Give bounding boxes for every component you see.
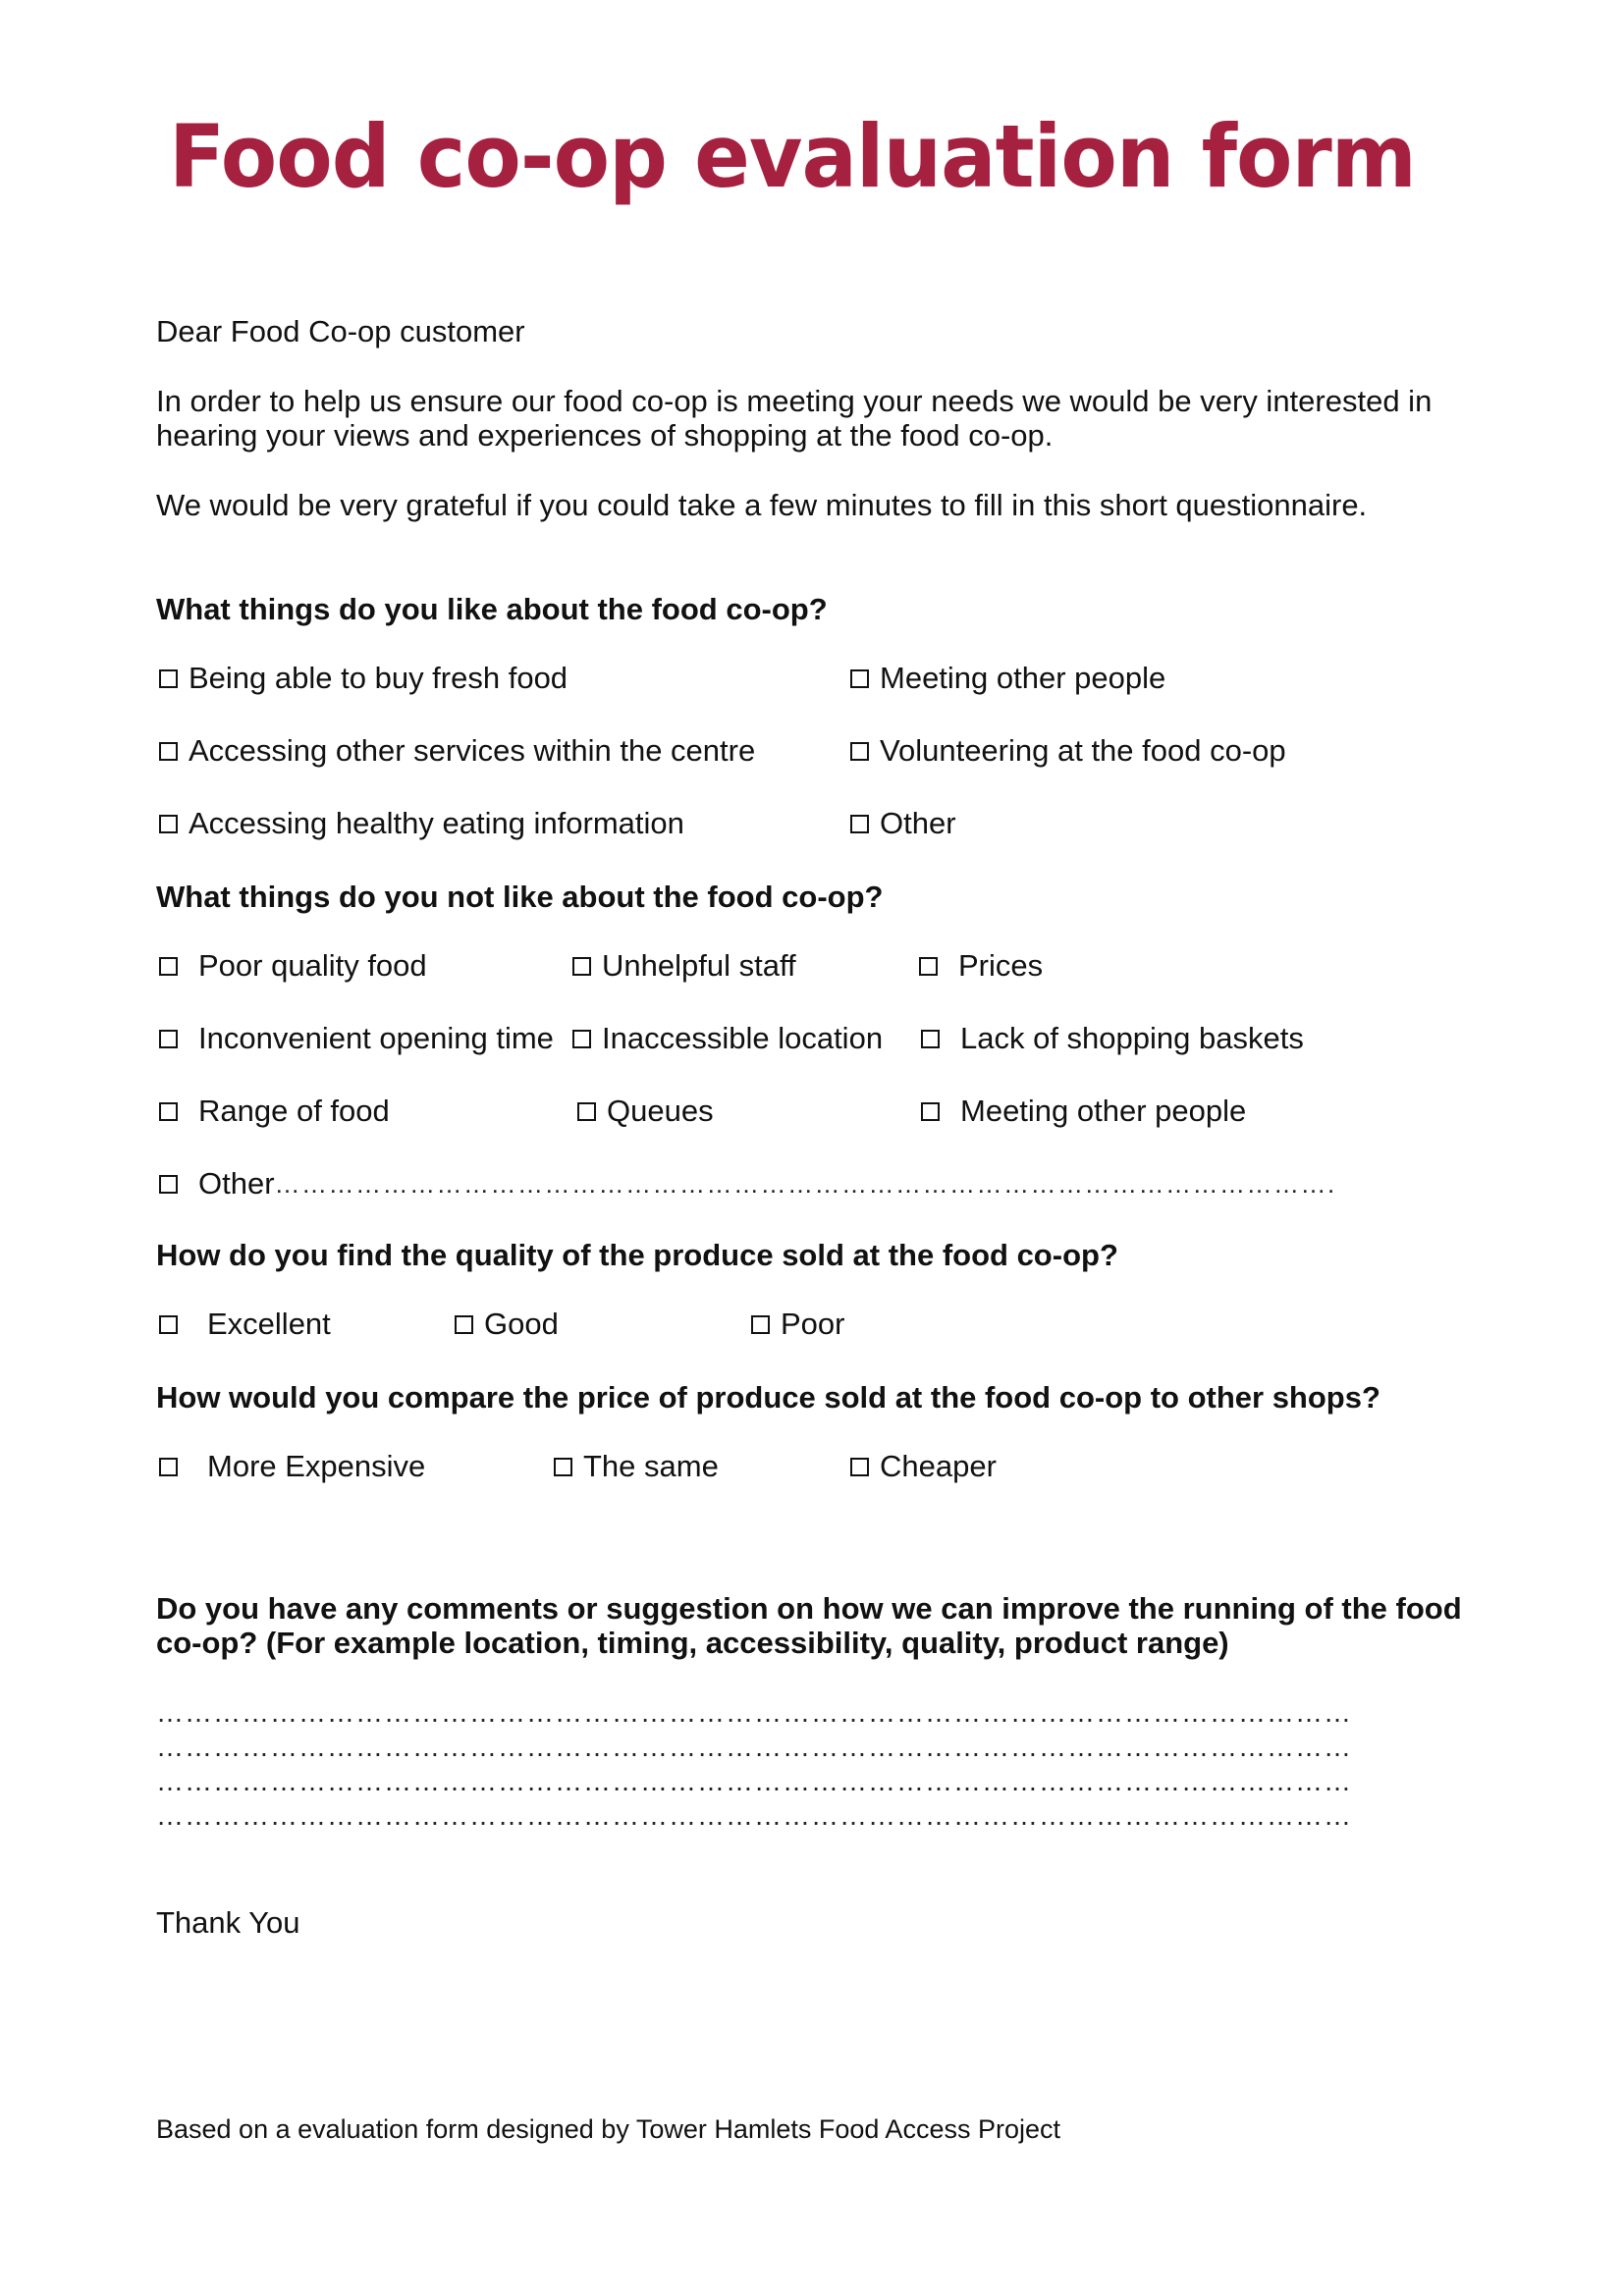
option-poor-quality[interactable] [159, 948, 427, 984]
option-label: Volunteering at the food co-op [880, 733, 1286, 768]
option-unhelpful-staff[interactable] [572, 948, 796, 984]
option-label: Good [484, 1307, 559, 1341]
option-label: Inaccessible location [602, 1021, 884, 1055]
page-title: Food co-op evaluation form [169, 106, 1416, 207]
option-healthy-eating[interactable] [159, 806, 684, 841]
option-range-of-food[interactable] [159, 1094, 390, 1129]
option-label: Lack of shopping baskets [960, 1021, 1304, 1055]
question-dislikes: What things do you not like about the food co-op? [156, 880, 884, 914]
checkbox[interactable] [921, 1030, 940, 1048]
checkbox[interactable] [159, 742, 178, 761]
checkbox[interactable] [159, 669, 178, 688]
option-label: Poor [781, 1307, 845, 1341]
checkbox[interactable] [577, 1102, 596, 1121]
option-fresh-food[interactable] [159, 661, 568, 696]
intro-request: We would be very grateful if you could take a few minutes to fill in this short questionnaire. [156, 488, 1368, 522]
checkbox[interactable] [921, 1102, 940, 1121]
checkbox[interactable] [850, 742, 869, 761]
checkbox[interactable] [919, 957, 938, 976]
option-more-expensive[interactable] [159, 1449, 425, 1484]
option-label: Prices [958, 948, 1044, 983]
option-queues[interactable] [577, 1094, 714, 1129]
checkbox[interactable] [159, 1030, 178, 1048]
checkbox[interactable] [159, 815, 178, 833]
option-other-services[interactable] [159, 733, 755, 769]
option-label: Being able to buy fresh food [189, 661, 568, 695]
option-label: Poor quality food [198, 948, 427, 983]
option-label: Excellent [207, 1307, 331, 1341]
option-meeting-people[interactable] [850, 661, 1165, 696]
closing: Thank You [156, 1905, 300, 1940]
checkbox[interactable] [554, 1458, 572, 1476]
comment-line[interactable]: ……………………………………………………………………………………………………………… [156, 1800, 1352, 1831]
option-label: Unhelpful staff [602, 948, 796, 983]
option-excellent[interactable] [159, 1307, 331, 1342]
other-answer-line[interactable]: ………………………………………………………………………………………………………. [274, 1169, 1336, 1199]
option-label: Cheaper [880, 1449, 997, 1483]
option-volunteering[interactable] [850, 733, 1286, 769]
checkbox[interactable] [572, 957, 591, 976]
option-label: Accessing healthy eating information [189, 806, 684, 840]
option-prices[interactable] [919, 948, 1043, 984]
option-cheaper[interactable] [850, 1449, 997, 1484]
checkbox[interactable] [751, 1315, 770, 1334]
option-other-likes[interactable] [850, 806, 956, 841]
option-the-same[interactable] [554, 1449, 719, 1484]
checkbox[interactable] [159, 1175, 178, 1194]
option-inaccessible-location[interactable] [572, 1021, 883, 1056]
intro-line-2: hearing your views and experiences of shopping at the food co-op. [156, 418, 1054, 453]
option-label: Meeting other people [880, 661, 1166, 695]
intro-line-1: In order to help us ensure our food co-op is meeting your needs we would be very interested in [156, 384, 1433, 418]
question-price: How would you compare the price of produce sold at the food co-op to other shops? [156, 1380, 1380, 1415]
option-shopping-baskets[interactable] [921, 1021, 1304, 1056]
checkbox[interactable] [159, 1102, 178, 1121]
footer-credit: Based on a evaluation form designed by Tower Hamlets Food Access Project [156, 2114, 1060, 2144]
checkbox[interactable] [850, 1458, 869, 1476]
question-comments-line-2: co-op? (For example location, timing, accessibility, quality, product range) [156, 1626, 1229, 1660]
option-label: Range of food [198, 1094, 390, 1128]
option-opening-time[interactable] [159, 1021, 554, 1056]
question-quality: How do you find the quality of the produce sold at the food co-op? [156, 1238, 1118, 1272]
question-likes: What things do you like about the food co-op? [156, 592, 828, 626]
checkbox[interactable] [850, 669, 869, 688]
option-other-dislikes[interactable] [159, 1166, 1406, 1201]
checkbox[interactable] [455, 1315, 473, 1334]
checkbox[interactable] [159, 1315, 178, 1334]
option-good[interactable] [455, 1307, 559, 1342]
comment-line[interactable]: ……………………………………………………………………………………………………………… [156, 1732, 1352, 1762]
option-label: More Expensive [207, 1449, 426, 1483]
checkbox[interactable] [159, 1458, 178, 1476]
checkbox[interactable] [572, 1030, 591, 1048]
option-label: Meeting other people [960, 1094, 1247, 1128]
option-label: Accessing other services within the centre [189, 733, 756, 768]
option-label: Inconvenient opening time [198, 1021, 554, 1055]
checkbox[interactable] [850, 815, 869, 833]
option-label: Other [198, 1166, 275, 1201]
option-label: Other [880, 806, 956, 840]
option-meeting-people-dislike[interactable] [921, 1094, 1246, 1129]
option-label: The same [583, 1449, 719, 1483]
question-comments-line-1: Do you have any comments or suggestion on how we can improve the running of the food [156, 1591, 1462, 1626]
checkbox[interactable] [159, 957, 178, 976]
comment-line[interactable]: ……………………………………………………………………………………………………………… [156, 1766, 1352, 1796]
comment-line[interactable]: ……………………………………………………………………………………………………………… [156, 1697, 1352, 1728]
option-label: Queues [607, 1094, 714, 1128]
greeting: Dear Food Co-op customer [156, 314, 525, 348]
option-poor[interactable] [751, 1307, 844, 1342]
